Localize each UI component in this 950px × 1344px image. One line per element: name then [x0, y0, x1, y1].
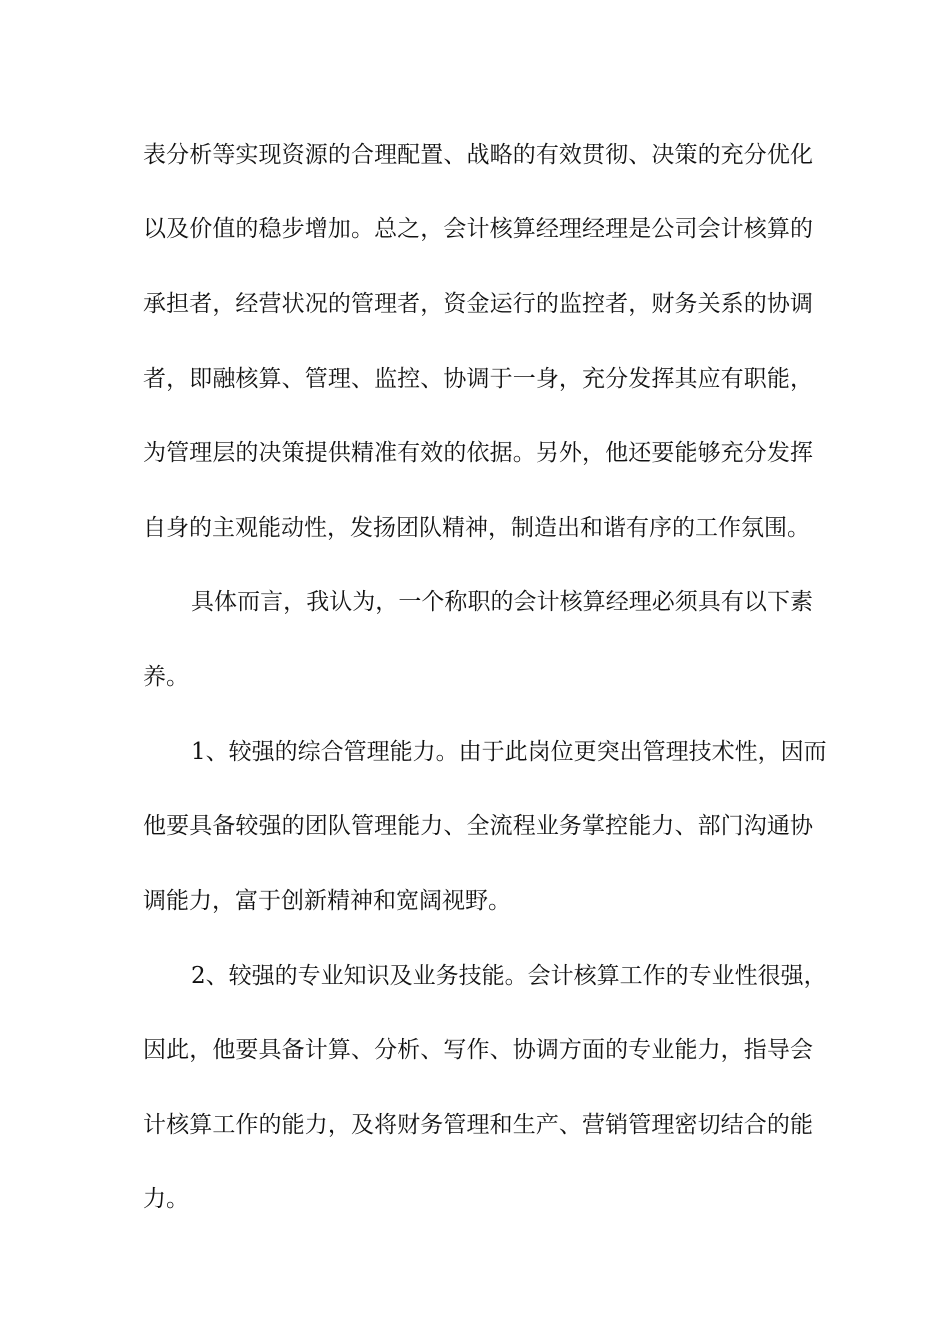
text-line-14: 计核算工作的能力，及将财务管理和生产、营销管理密切结合的能	[143, 1112, 813, 1138]
text-line-7: 具体而言，我认为，一个称职的会计核算经理必须具有以下素	[191, 589, 813, 615]
text-line-15: 力。	[143, 1186, 189, 1212]
text-line-4: 者，即融核算、管理、监控、协调于一身，充分发挥其应有职能，	[143, 366, 813, 392]
text-line-10: 他要具备较强的团队管理能力、全流程业务掌控能力、部门沟通协	[143, 813, 813, 839]
text-line-9: 1、较强的综合管理能力。由于此岗位更突出管理技术性，因而	[191, 739, 827, 765]
text-line-8: 养。	[143, 664, 189, 690]
text-line-6: 自身的主观能动性，发扬团队精神，制造出和谐有序的工作氛围。	[143, 515, 810, 541]
text-line-2: 以及价值的稳步增加。总之，会计核算经理经理是公司会计核算的	[143, 216, 813, 242]
text-line-1: 表分析等实现资源的合理配置、战略的有效贯彻、决策的充分优化	[143, 142, 813, 168]
text-line-3: 承担者，经营状况的管理者，资金运行的监控者，财务关系的协调	[143, 291, 813, 317]
text-line-11: 调能力，富于创新精神和宽阔视野。	[143, 888, 511, 914]
text-line-12: 2、较强的专业知识及业务技能。会计核算工作的专业性很强，	[191, 963, 827, 989]
text-line-13: 因此，他要具备计算、分析、写作、协调方面的专业能力，指导会	[143, 1037, 813, 1063]
text-line-5: 为管理层的决策提供精准有效的依据。另外，他还要能够充分发挥	[143, 440, 813, 466]
